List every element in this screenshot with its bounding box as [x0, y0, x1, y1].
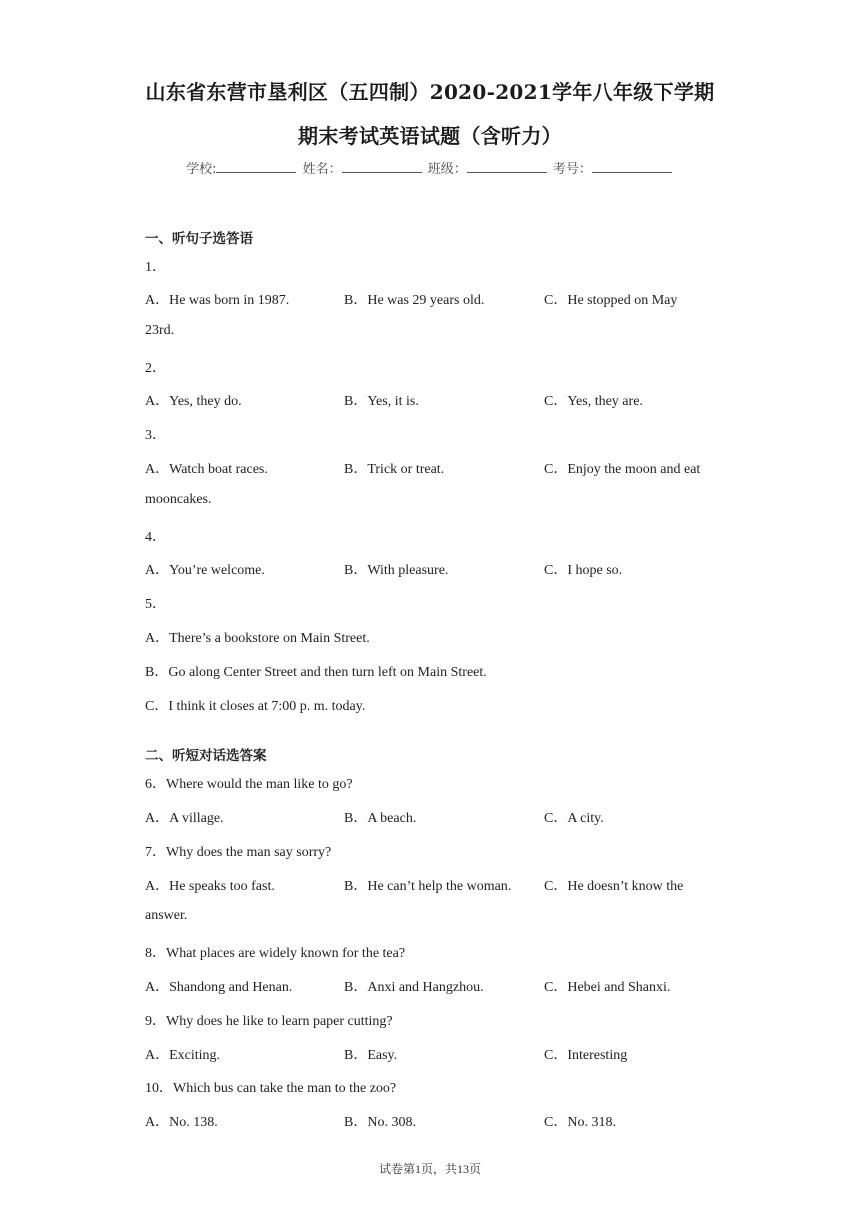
- option-c: C．Interesting: [544, 1048, 628, 1063]
- option-c: C．He stopped on May: [544, 293, 678, 308]
- option-c: C．No. 318.: [544, 1115, 616, 1130]
- option-c: C．A city.: [544, 811, 604, 826]
- option-b: B．Anxi and Hangzhou.: [344, 980, 484, 995]
- option-a: A．No. 138.: [145, 1115, 218, 1130]
- exam-no-label: 考号：: [552, 162, 592, 177]
- question-number: 5．: [145, 597, 166, 612]
- school-label: 学校:: [186, 162, 217, 177]
- option-a: A．He was born in 1987.: [145, 293, 290, 308]
- option-b: B．Yes, it is.: [344, 394, 419, 409]
- student-info-row: [0, 158, 860, 177]
- option-a: A．There’s a bookstore on Main Street.: [145, 631, 370, 646]
- page-footer: [0, 1160, 860, 1177]
- option-a: A．He speaks too fast.: [145, 879, 275, 894]
- question-text: 8．What places are widely known for the tea?: [145, 946, 406, 961]
- question-number: 2．: [145, 361, 166, 376]
- question-number: 4．: [145, 530, 166, 545]
- title-line-1: 山东省东营市垦利区（五四制）2020-2021学年八年级下学期: [145, 80, 715, 104]
- option-a: A．A village.: [145, 811, 224, 826]
- option-a: A．Shandong and Henan.: [145, 980, 293, 995]
- option-b: B．Go along Center Street and then turn left on Main Street.: [145, 665, 487, 680]
- footer-page-number: 1: [414, 1162, 421, 1176]
- option-a: A．Exciting.: [145, 1048, 221, 1063]
- option-c: C．Enjoy the moon and eat: [544, 462, 701, 477]
- question-text: 7．Why does the man say sorry?: [145, 845, 332, 860]
- class-label: 班级：: [427, 162, 467, 177]
- option-a: A．Watch boat races.: [145, 462, 268, 477]
- section-1-heading: 一、听句子选答语: [145, 231, 253, 247]
- footer-pre: 试卷第: [378, 1162, 415, 1176]
- option-c-continued: mooncakes.: [145, 492, 212, 507]
- footer-mid: 页，共: [420, 1162, 457, 1176]
- footer-total-pages: 13: [457, 1162, 469, 1176]
- option-a: A．Yes, they do.: [145, 394, 242, 409]
- option-a: A．You’re welcome.: [145, 563, 265, 578]
- option-c-continued: answer.: [145, 908, 188, 923]
- section-2-heading: 二、听短对话选答案: [145, 748, 267, 764]
- exam-no-blank[interactable]: [592, 160, 672, 173]
- option-c: C．I hope so.: [544, 563, 623, 578]
- option-b: B．A beach.: [344, 811, 417, 826]
- name-blank[interactable]: [342, 160, 422, 173]
- question-text: 6．Where would the man like to go?: [145, 777, 353, 792]
- option-b: B．With pleasure.: [344, 563, 449, 578]
- question-number: 1．: [145, 260, 166, 275]
- class-blank[interactable]: [467, 160, 547, 173]
- question-text: 10．Which bus can take the man to the zoo?: [145, 1081, 397, 1096]
- option-c: C．Yes, they are.: [544, 394, 643, 409]
- option-c-continued: 23rd.: [145, 323, 175, 338]
- option-c: C．He doesn’t know the: [544, 879, 684, 894]
- question-text: 9．Why does he like to learn paper cutting?: [145, 1014, 393, 1029]
- school-blank[interactable]: [216, 160, 296, 173]
- question-number: 3．: [145, 428, 166, 443]
- option-b: B．He was 29 years old.: [344, 293, 485, 308]
- title-line-2: 期末考试英语试题（含听力）: [298, 124, 562, 148]
- option-b: B．No. 308.: [344, 1115, 416, 1130]
- option-c: C．I think it closes at 7:00 p. m. today.: [145, 699, 366, 714]
- footer-post: 页: [469, 1162, 482, 1176]
- name-label: 姓名：: [302, 162, 342, 177]
- option-b: B．He can’t help the woman.: [344, 879, 512, 894]
- option-c: C．Hebei and Shanxi.: [544, 980, 671, 995]
- option-b: B．Trick or treat.: [344, 462, 445, 477]
- option-b: B．Easy.: [344, 1048, 398, 1063]
